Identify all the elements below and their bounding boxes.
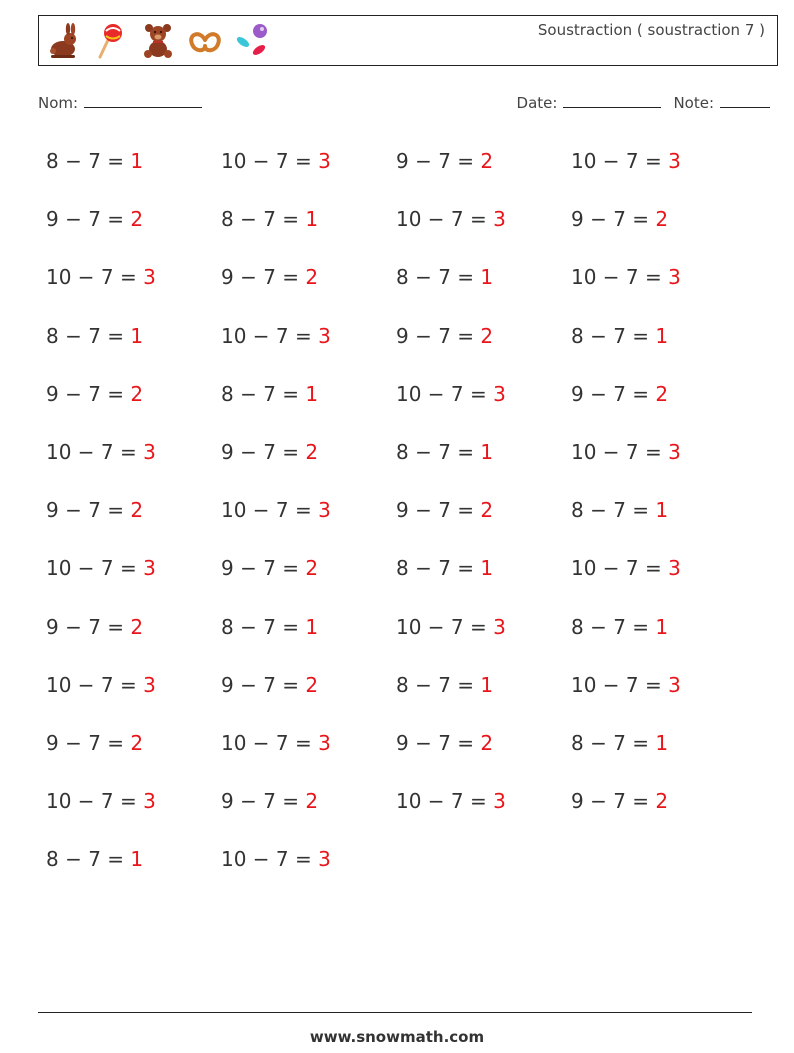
problem-expression: 9 − 7 = xyxy=(46,381,131,406)
worksheet-title: Soustraction ( soustraction 7 ) xyxy=(537,21,765,39)
problem-expression: 8 − 7 = xyxy=(221,207,306,232)
problem-expression: 8 − 7 = xyxy=(396,439,481,464)
problem-item xyxy=(571,666,746,724)
problem-row xyxy=(46,549,766,607)
problem-answer: 3 xyxy=(668,149,681,173)
problem-item xyxy=(46,782,221,840)
header-icons xyxy=(45,21,271,61)
problem-expression: 8 − 7 = xyxy=(396,265,481,290)
problem-item xyxy=(46,142,221,200)
teddy-bear-icon xyxy=(139,22,177,60)
problem-answer: 3 xyxy=(143,789,156,814)
problem-answer: 2 xyxy=(480,730,494,755)
problem-answer: 3 xyxy=(493,381,506,406)
problem-expression: 8 − 7 = xyxy=(571,614,656,639)
problem-answer: 2 xyxy=(130,381,144,406)
problem-item xyxy=(571,782,746,840)
problem-answer: 3 xyxy=(668,439,681,464)
problem-expression: 9 − 7 = xyxy=(221,789,306,814)
problem-item xyxy=(221,200,396,258)
problem-item xyxy=(46,433,221,491)
problem-item xyxy=(46,608,221,666)
problem-row xyxy=(46,142,766,200)
problem-item xyxy=(396,142,571,200)
date-blank[interactable] xyxy=(563,93,661,108)
problem-item xyxy=(571,317,746,375)
problem-answer: 2 xyxy=(130,614,144,639)
problem-expression: 9 − 7 = xyxy=(396,149,481,173)
problem-item xyxy=(221,491,396,549)
problem-item xyxy=(571,258,746,316)
name-field xyxy=(38,93,202,112)
problem-answer: 1 xyxy=(130,847,144,872)
problem-expression: 8 − 7 = xyxy=(46,149,131,173)
problem-item xyxy=(571,608,746,666)
problem-expression: 9 − 7 = xyxy=(396,730,481,755)
problem-expression: 9 − 7 = xyxy=(571,789,656,814)
problem-answer: 1 xyxy=(130,323,144,348)
problem-answer: 1 xyxy=(480,672,494,697)
problem-item xyxy=(221,375,396,433)
problem-row xyxy=(46,491,766,549)
problem-item xyxy=(571,433,746,491)
problem-item xyxy=(396,666,571,724)
problem-answer: 1 xyxy=(305,207,319,232)
problem-expression: 8 − 7 = xyxy=(396,556,481,581)
problem-item xyxy=(571,724,746,782)
problem-expression: 10 − 7 = xyxy=(571,265,669,290)
problem-expression: 8 − 7 = xyxy=(221,381,306,406)
worksheet-header xyxy=(38,15,778,66)
problem-item xyxy=(221,258,396,316)
problem-expression: 10 − 7 = xyxy=(221,498,319,523)
problem-answer: 3 xyxy=(668,265,681,290)
date-label: Date: xyxy=(516,94,558,112)
problem-item xyxy=(396,258,571,316)
problem-answer: 1 xyxy=(480,556,494,581)
problem-expression: 10 − 7 = xyxy=(571,149,669,173)
problem-row xyxy=(46,317,766,375)
problem-answer: 2 xyxy=(305,556,319,581)
problem-item xyxy=(396,433,571,491)
problem-answer: 2 xyxy=(480,149,494,173)
problem-expression: 10 − 7 = xyxy=(221,730,319,755)
problem-answer: 2 xyxy=(305,439,319,464)
problem-item xyxy=(571,200,746,258)
problem-item xyxy=(46,317,221,375)
problem-answer: 3 xyxy=(493,789,506,814)
name-blank[interactable] xyxy=(84,93,202,108)
problem-row xyxy=(46,724,766,782)
problem-expression: 10 − 7 = xyxy=(396,789,494,814)
problem-answer: 1 xyxy=(305,614,319,639)
problem-item xyxy=(221,608,396,666)
problem-item xyxy=(571,375,746,433)
problem-answer: 2 xyxy=(130,730,144,755)
problem-item xyxy=(46,258,221,316)
problem-expression: 9 − 7 = xyxy=(396,323,481,348)
problem-expression: 9 − 7 = xyxy=(46,730,131,755)
problem-item xyxy=(46,724,221,782)
footer-site: www.snowmath.com xyxy=(309,1028,485,1046)
problem-answer: 1 xyxy=(480,265,494,290)
problem-expression: 8 − 7 = xyxy=(571,498,656,523)
problem-expression: 10 − 7 = xyxy=(46,265,144,290)
name-label: Nom: xyxy=(38,94,79,112)
problem-expression: 10 − 7 = xyxy=(571,672,669,697)
problem-item xyxy=(221,142,396,200)
problem-expression: 8 − 7 = xyxy=(46,323,131,348)
problem-item xyxy=(46,549,221,607)
problem-expression: 10 − 7 = xyxy=(221,149,319,173)
lollipop-icon xyxy=(92,22,130,60)
problem-expression: 9 − 7 = xyxy=(396,498,481,523)
problem-expression: 10 − 7 = xyxy=(46,789,144,814)
problem-answer: 3 xyxy=(143,439,156,464)
problem-item xyxy=(221,549,396,607)
problem-item xyxy=(221,317,396,375)
problem-item xyxy=(396,375,571,433)
problem-item xyxy=(221,433,396,491)
problem-expression: 10 − 7 = xyxy=(571,439,669,464)
problem-answer: 3 xyxy=(318,847,331,872)
problem-expression: 8 − 7 = xyxy=(571,730,656,755)
problem-answer: 2 xyxy=(130,498,144,523)
problem-answer: 3 xyxy=(318,730,331,755)
problem-expression: 9 − 7 = xyxy=(46,498,131,523)
problem-answer: 3 xyxy=(318,498,331,523)
problem-answer: 3 xyxy=(143,556,156,581)
problem-expression: 9 − 7 = xyxy=(571,381,656,406)
problem-expression: 10 − 7 = xyxy=(46,672,144,697)
problem-item xyxy=(571,491,746,549)
problem-answer: 2 xyxy=(305,265,319,290)
problem-expression: 9 − 7 = xyxy=(221,672,306,697)
problem-answer: 1 xyxy=(655,730,669,755)
problem-item xyxy=(396,200,571,258)
problem-answer: 1 xyxy=(655,498,669,523)
problem-row xyxy=(46,840,766,898)
problem-expression: 9 − 7 = xyxy=(571,207,656,232)
problem-answer: 1 xyxy=(480,439,494,464)
problem-row xyxy=(46,433,766,491)
problem-row xyxy=(46,666,766,724)
problem-expression: 10 − 7 = xyxy=(571,556,669,581)
problem-expression: 10 − 7 = xyxy=(46,439,144,464)
problem-row xyxy=(46,608,766,666)
problem-expression: 10 − 7 = xyxy=(396,381,494,406)
chocolate-bunny-icon xyxy=(45,22,83,60)
date-grade-fields xyxy=(517,93,770,112)
problem-expression: 8 − 7 = xyxy=(46,847,131,872)
problem-answer: 1 xyxy=(655,323,669,348)
problem-answer: 1 xyxy=(655,614,669,639)
problem-answer: 2 xyxy=(480,498,494,523)
problem-item xyxy=(46,375,221,433)
problem-item xyxy=(396,782,571,840)
problem-expression: 10 − 7 = xyxy=(396,614,494,639)
problem-item xyxy=(221,724,396,782)
problem-item xyxy=(396,549,571,607)
problem-answer: 2 xyxy=(305,789,319,814)
problem-answer: 1 xyxy=(305,381,319,406)
problem-answer: 2 xyxy=(655,381,669,406)
problem-expression: 9 − 7 = xyxy=(221,556,306,581)
problem-row xyxy=(46,782,766,840)
problem-expression: 9 − 7 = xyxy=(221,265,306,290)
problem-answer: 3 xyxy=(143,672,156,697)
problem-answer: 3 xyxy=(668,672,681,697)
grade-label: Note: xyxy=(673,94,714,112)
problem-item xyxy=(571,142,746,200)
problem-expression: 8 − 7 = xyxy=(571,323,656,348)
problem-row xyxy=(46,258,766,316)
problem-answer: 3 xyxy=(318,323,331,348)
problem-expression: 10 − 7 = xyxy=(221,847,319,872)
problem-item xyxy=(396,608,571,666)
candies-icon xyxy=(233,22,271,60)
problem-item xyxy=(396,724,571,782)
problem-item xyxy=(46,840,221,898)
problem-expression: 9 − 7 = xyxy=(221,439,306,464)
problem-answer: 3 xyxy=(318,149,331,173)
pretzel-icon xyxy=(186,22,224,60)
problem-item xyxy=(221,840,396,898)
grade-blank[interactable] xyxy=(720,93,770,108)
problem-expression: 9 − 7 = xyxy=(46,207,131,232)
problem-expression: 9 − 7 = xyxy=(46,614,131,639)
problem-answer: 2 xyxy=(655,207,669,232)
problem-answer: 3 xyxy=(668,556,681,581)
problem-grid xyxy=(46,142,766,898)
problem-item xyxy=(571,549,746,607)
problem-expression: 10 − 7 = xyxy=(396,207,494,232)
problem-answer: 3 xyxy=(493,207,506,232)
problem-item xyxy=(46,666,221,724)
problem-item xyxy=(221,782,396,840)
problem-expression: 10 − 7 = xyxy=(221,323,319,348)
problem-answer: 1 xyxy=(130,149,144,173)
problem-item xyxy=(46,200,221,258)
problem-item xyxy=(396,317,571,375)
problem-answer: 2 xyxy=(480,323,494,348)
problem-item xyxy=(396,491,571,549)
problem-answer: 2 xyxy=(130,207,144,232)
problem-item xyxy=(46,491,221,549)
problem-answer: 2 xyxy=(655,789,669,814)
footer-divider xyxy=(38,1012,752,1013)
problem-row xyxy=(46,375,766,433)
problem-answer: 2 xyxy=(305,672,319,697)
problem-item xyxy=(221,666,396,724)
problem-row xyxy=(46,200,766,258)
problem-expression: 10 − 7 = xyxy=(46,556,144,581)
problem-answer: 3 xyxy=(143,265,156,290)
problem-answer: 3 xyxy=(493,614,506,639)
problem-expression: 8 − 7 = xyxy=(396,672,481,697)
problem-expression: 8 − 7 = xyxy=(221,614,306,639)
